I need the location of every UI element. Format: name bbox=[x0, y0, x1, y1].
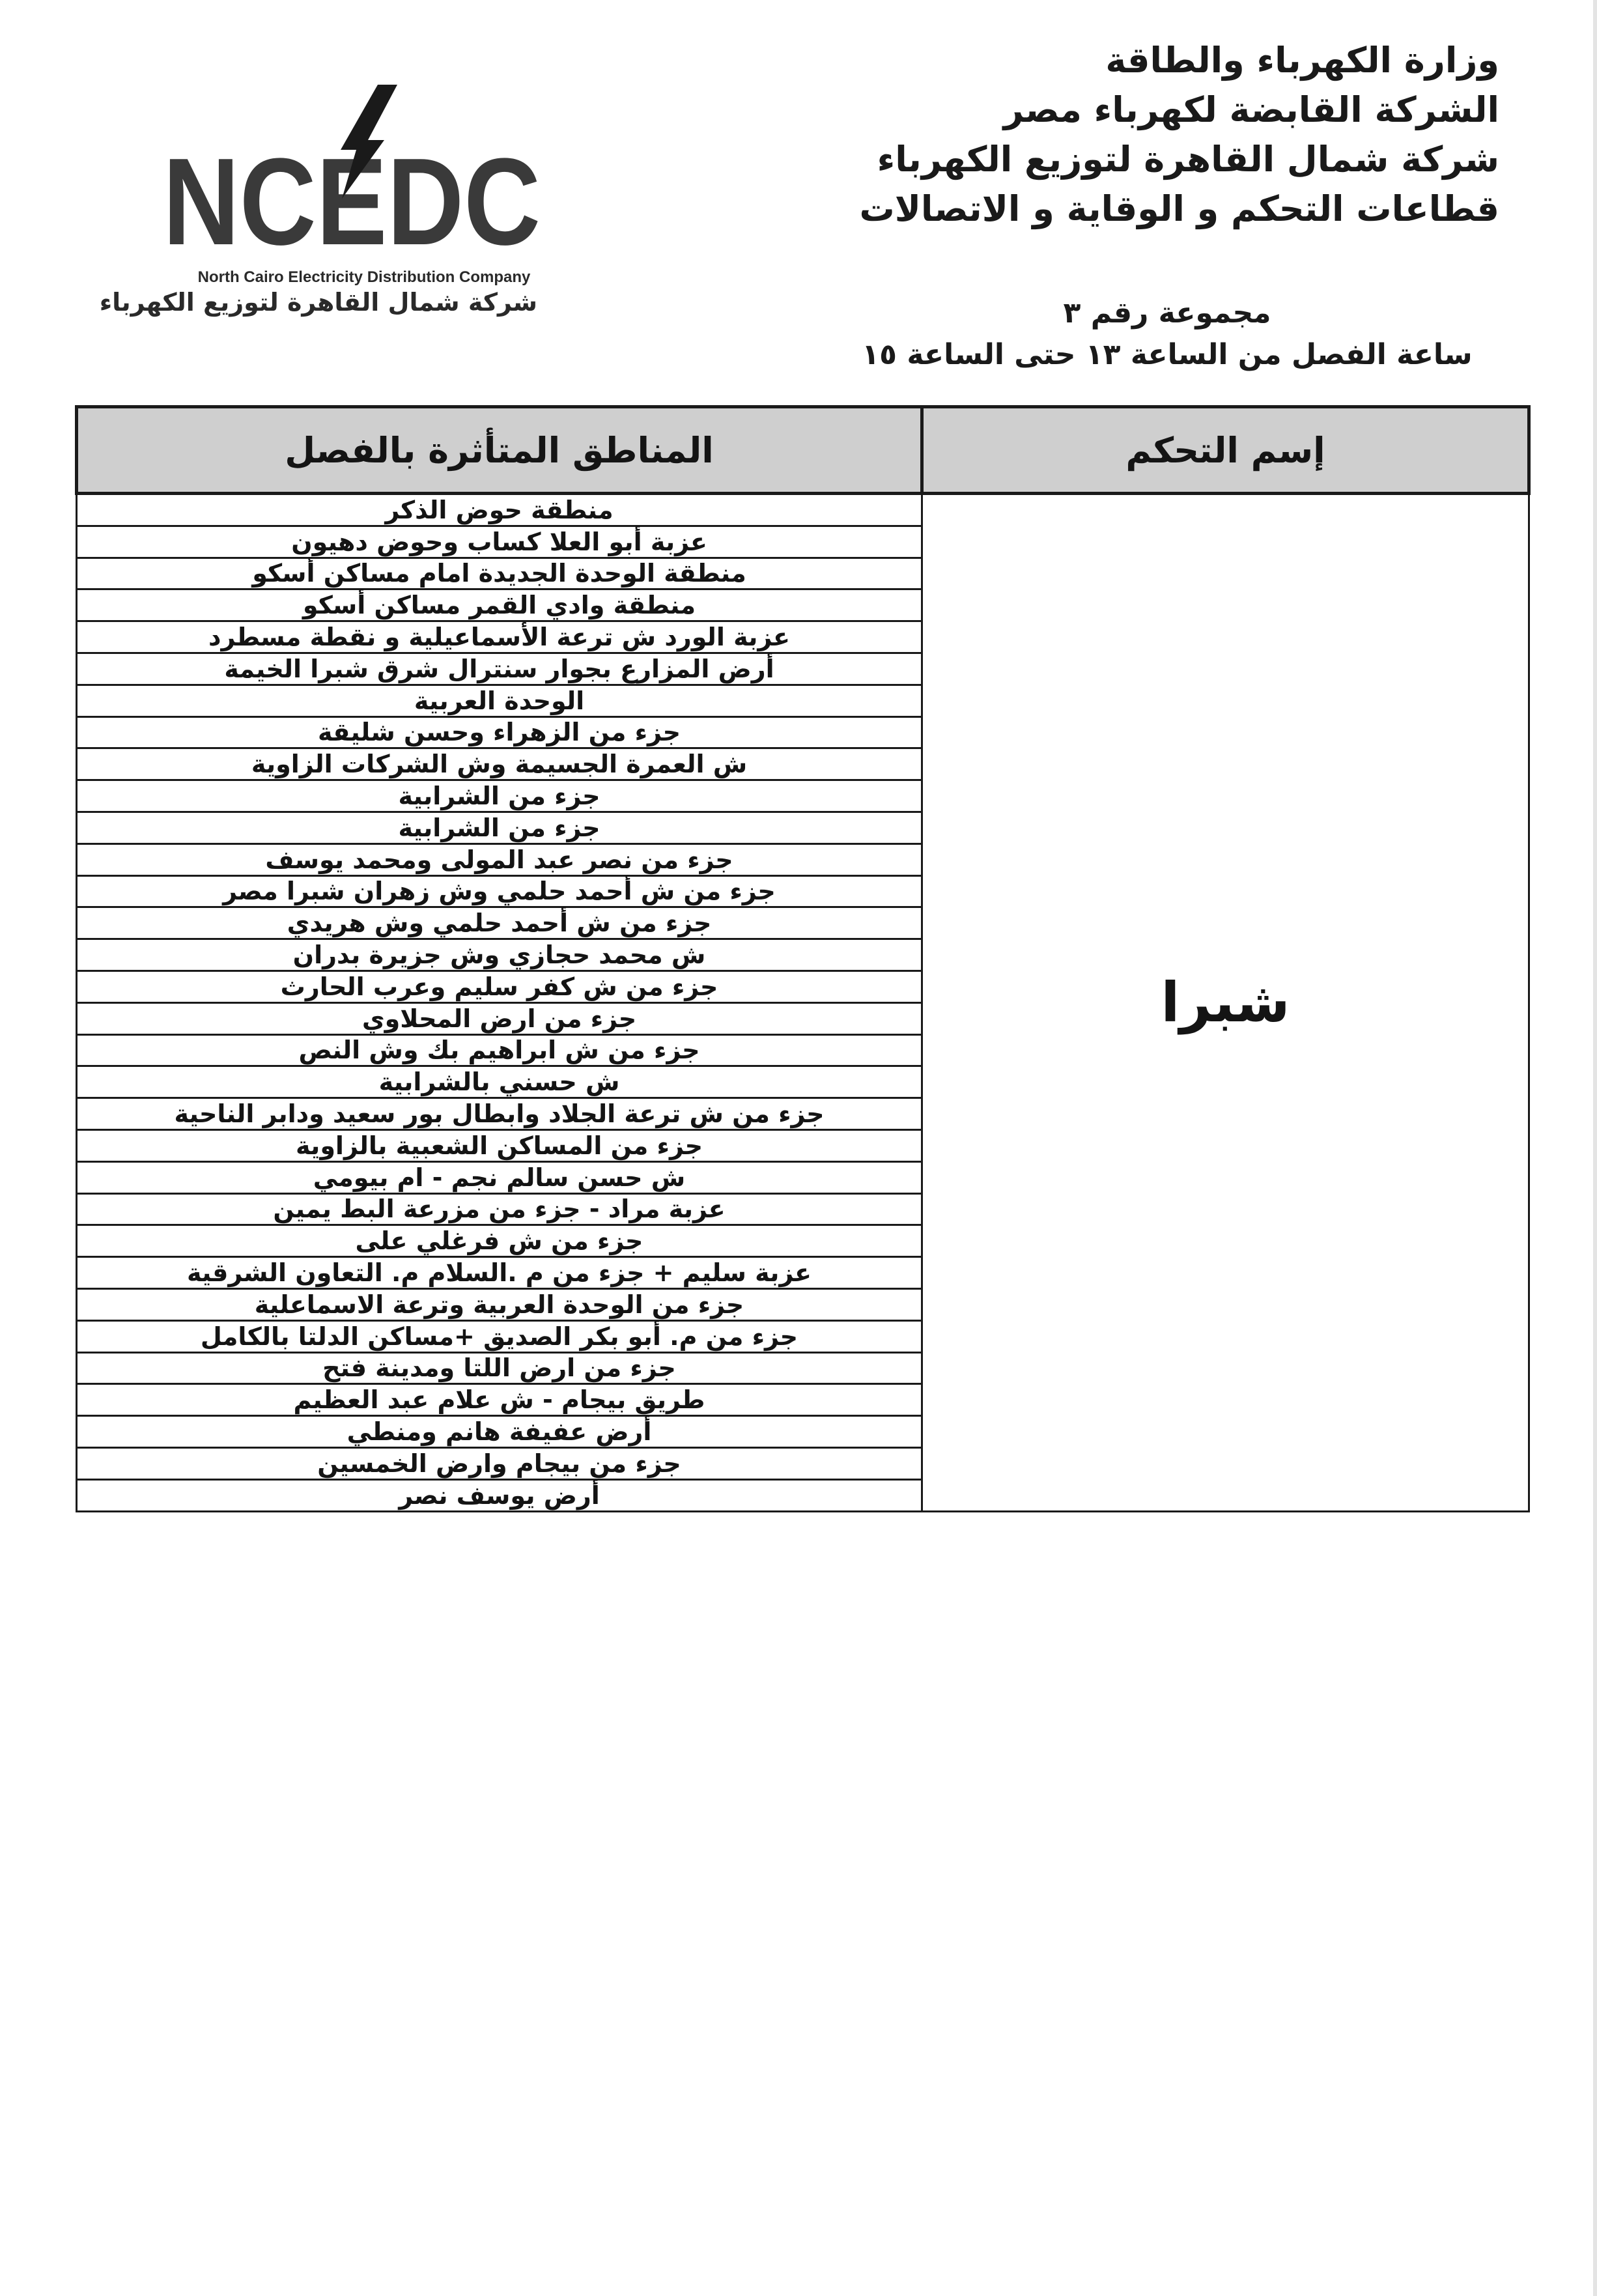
area-cell: عزبة أبو العلا كساب وحوض دهيون bbox=[77, 526, 922, 558]
area-cell: جزء من ش أحمد حلمي وش زهران شبرا مصر bbox=[77, 875, 922, 907]
area-cell: منطقة وادي القمر مساكن أسكو bbox=[77, 589, 922, 621]
area-cell: ش محمد حجازي وش جزيرة بدران bbox=[77, 939, 922, 971]
area-cell: عزبة سليم + جزء من م .السلام م. التعاون الشرقية bbox=[77, 1257, 922, 1289]
logo-acronym: NCEDC bbox=[163, 133, 541, 271]
area-cell: أرض يوسف نصر bbox=[77, 1479, 922, 1511]
area-cell: جزء من الزهراء وحسن شليقة bbox=[77, 716, 922, 748]
holding-company-name: الشركة القابضة لكهرباء مصر bbox=[1003, 89, 1499, 130]
area-cell: جزء من نصر عبد المولى ومحمد يوسف bbox=[77, 843, 922, 875]
cutoff-table-wrapper bbox=[75, 405, 1527, 1574]
header-control-name: إسم التحكم bbox=[922, 407, 1529, 494]
table-row bbox=[77, 494, 1529, 526]
area-cell: منطقة الوحدة الجديدة امام مساكن أسكو bbox=[77, 558, 922, 589]
cutoff-time: ساعة الفصل من الساعة ١٣ حتى الساعة ١٥ bbox=[862, 338, 1473, 371]
area-cell: عزبة الورد ش ترعة الأسماعيلية و نقطة مسطرد bbox=[77, 621, 922, 653]
cutoff-table bbox=[75, 405, 1531, 1512]
logo-mark bbox=[147, 78, 576, 274]
logo-english-name: North Cairo Electricity Distribution Company bbox=[197, 268, 531, 286]
area-cell: جزء من ش فرغلي على bbox=[77, 1225, 922, 1257]
area-cell: عزبة مراد - جزء من مزرعة البط يمين bbox=[77, 1193, 922, 1225]
area-cell: جزء من المساكن الشعبية بالزاوية bbox=[77, 1129, 922, 1161]
area-cell: جزء من بيجام وارض الخمسين bbox=[77, 1447, 922, 1479]
area-cell: جزء من الشرابية bbox=[77, 812, 922, 843]
group-info bbox=[841, 293, 1493, 376]
area-cell: الوحدة العربية bbox=[77, 685, 922, 716]
table-body bbox=[77, 494, 1529, 1512]
area-cell: ش العمرة الجسيمة وش الشركات الزاوية bbox=[77, 748, 922, 780]
area-cell: ش حسني بالشرابية bbox=[77, 1066, 922, 1098]
ministry-name: وزارة الكهرباء والطاقة bbox=[1105, 40, 1499, 81]
area-cell: جزء من الوحدة العربية وترعة الاسماعلية bbox=[77, 1288, 922, 1320]
area-cell: جزء من ش ترعة الجلاد وابطال بور سعيد ودابر الناحية bbox=[77, 1098, 922, 1130]
organization-header bbox=[848, 36, 1499, 234]
page-edge bbox=[1593, 0, 1597, 2296]
area-cell: ش حسن سالم نجم - ام بيومي bbox=[77, 1161, 922, 1193]
area-cell: جزء من ش ابراهيم بك وش النص bbox=[77, 1034, 922, 1066]
area-cell: جزء من الشرابية bbox=[77, 780, 922, 812]
group-number: مجموعة رقم ٣ bbox=[1063, 296, 1271, 330]
area-cell: جزء من ارض اللتا ومدينة فتح bbox=[77, 1352, 922, 1384]
company-logo bbox=[99, 78, 576, 339]
area-cell: أرض عفيفة هانم ومنطي bbox=[77, 1416, 922, 1448]
area-cell: طريق بيجام - ش علام عبد العظيم bbox=[77, 1384, 922, 1416]
area-cell: جزء من م. أبو بكر الصديق +مساكن الدلتا بالكامل bbox=[77, 1320, 922, 1352]
logo-arabic-name: شركة شمال القاهرة لتوزيع الكهرباء bbox=[99, 288, 537, 317]
sector-name: قطاعات التحكم و الوقاية و الاتصالات bbox=[859, 188, 1499, 229]
control-name-cell: شبرا bbox=[922, 494, 1529, 1512]
area-cell: أرض المزارع بجوار سنترال شرق شبرا الخيمة bbox=[77, 653, 922, 685]
company-name: شركة شمال القاهرة لتوزيع الكهرباء bbox=[877, 139, 1499, 180]
table-header-row bbox=[77, 407, 1529, 494]
area-cell: جزء من ارض المحلاوي bbox=[77, 1002, 922, 1034]
area-cell: جزء من ش كفر سليم وعرب الحارث bbox=[77, 971, 922, 1002]
area-cell: منطقة حوض الذكر bbox=[77, 494, 922, 526]
header-affected-areas: المناطق المتأثرة بالفصل bbox=[77, 407, 922, 494]
area-cell: جزء من ش أحمد حلمي وش هريدي bbox=[77, 907, 922, 939]
